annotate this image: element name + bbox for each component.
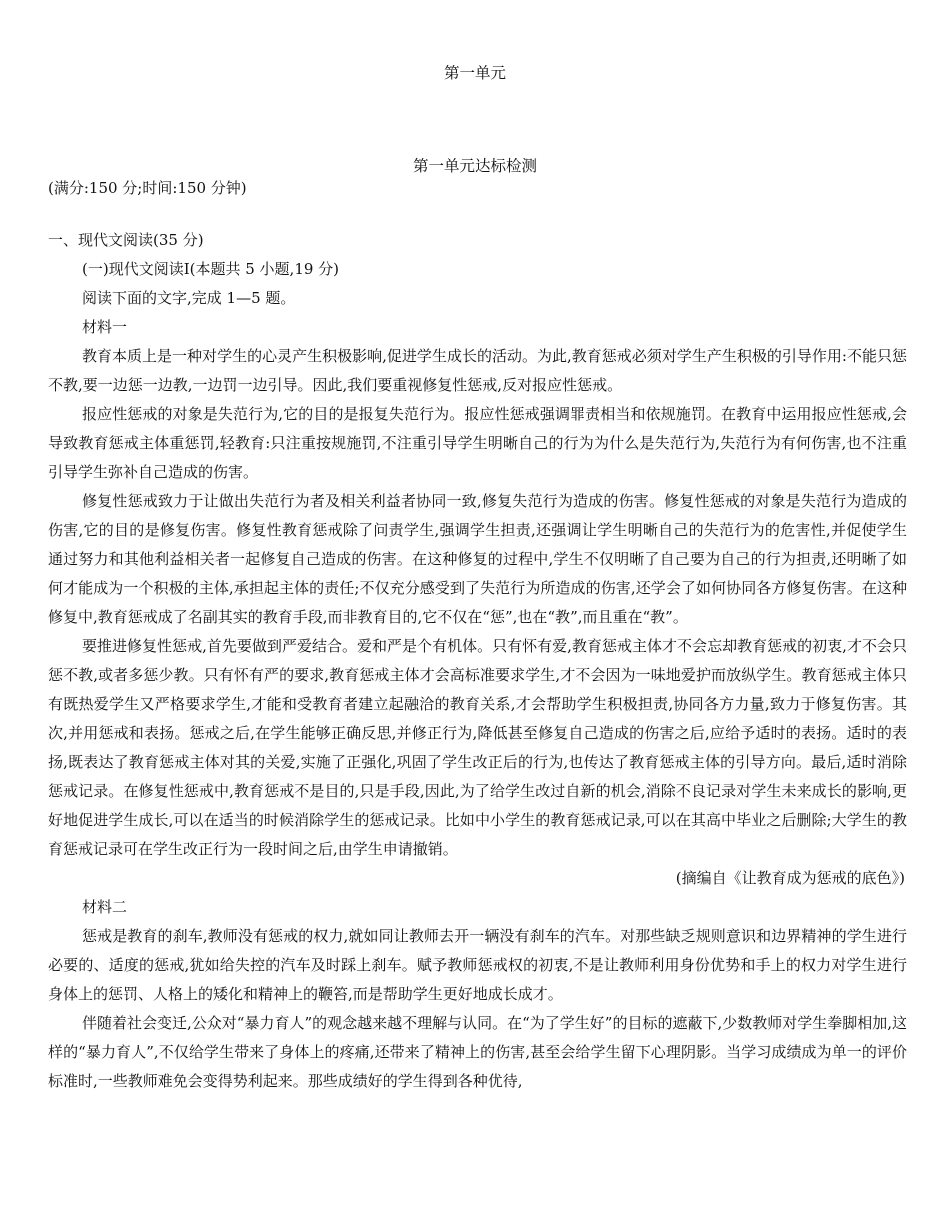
exam-content: [48, 226, 907, 1096]
material-1-paragraph: 报应性惩戒的对象是失范行为,它的目的是报复失范行为。报应性惩戒强调罪责相当和依规施罚。在教育中运用报应性惩戒,会导致教育惩戒主体重惩罚,轻教育:只注重按规施罚,不注重引导学生明晰自己的行为为什么是失范行为,失范行为有何伤害,也不注重引导学生弥补自己造成的伤害。: [48, 405, 907, 481]
material-2-label: 材料二: [82, 898, 128, 916]
material-1-paragraph: 修复性惩戒致力于让做出失范行为者及相关利益者协同一致,修复失范行为造成的伤害。修复性惩戒的对象是失范行为造成的伤害,它的目的是修复伤害。修复性教育惩戒除了问责学生,强调学生担责,还强调让学生明晰自己的失范行为的危害性,并促使学生通过努力和其他利益相关者一起修复自己造成的伤害。在这种修复的过程中,学生不仅明晰了自己要为自己的行为担责,还明晰了如何才能成为一个积极的主体,承担起主体的责任;不仅充分感受到了失范行为所造成的伤害,还学会了如何协同各方修复伤害。在这种修复中,教育惩戒成了名副其实的教育手段,而非教育目的,它不仅在“惩”,也在“教”,而且重在“教”。: [48, 492, 907, 626]
section-heading: 一、现代文阅读(35 分): [48, 231, 204, 249]
material-1-paragraph: 要推进修复性惩戒,首先要做到严爱结合。爱和严是个有机体。只有怀有爱,教育惩戒主体才不会忘却教育惩戒的初衷,才不会只惩不教,或者多惩少教。只有怀有严的要求,教育惩戒主体才会高标准要求学生,才不会因为一味地爱护而放纵学生。教育惩戒主体只有既热爱学生又严格要求学生,才能和受教育者建立起融洽的教育关系,才会帮助学生积极担责,协同各方力量,致力于修复伤害。其次,并用惩戒和表扬。惩戒之后,在学生能够正确反思,并修正行为,降低甚至修复自己造成的伤害之后,应给予适时的表扬。适时的表扬,既表达了教育惩戒主体对其的关爱,实施了正强化,巩固了学生改正后的行为,也传达了教育惩戒主体的引导方向。最后,适时消除惩戒记录。在修复性惩戒中,教育惩戒不是目的,只是手段,因此,为了给学生改过自新的机会,消除不良记录对学生未来成长的影响,更好地促进学生成长,可以在适当的时候消除学生的惩戒记录。比如中小学生的教育惩戒记录,可以在其高中毕业之后删除;大学生的教育惩戒记录可在学生改正行为一段时间之后,由学生申请撤销。: [48, 637, 908, 858]
unit-title: 第一单元: [443, 64, 506, 82]
material-2-paragraph: 伴随着社会变迁,公众对“暴力育人”的观念越来越不理解与认同。在“为了学生好”的目标的遮蔽下,少数教师对学生拳脚相加,这样的“暴力育人”,不仅给学生带来了身体上的疼痛,还带来了精神上的伤害,甚至会给学生留下心理阴影。当学习成绩成为单一的评价标准时,一些教师难免会变得势利起来。那些成绩好的学生得到各种优待,: [48, 1014, 907, 1090]
material-2-paragraph: 惩戒是教育的刹车,教师没有惩戒的权力,就如同让教师去开一辆没有刹车的汽车。对那些缺乏规则意识和边界精神的学生进行必要的、适度的惩戒,犹如给失控的汽车及时踩上刹车。赋予教师惩戒权的初衷,不是让教师利用身份优势和手上的权力对学生进行身体上的惩罚、人格上的矮化和精神上的鞭笞,而是帮助学生更好地成长成才。: [48, 927, 907, 1003]
material-1-source: (摘编自《让教育成为惩戒的底色》): [675, 869, 905, 887]
subsection-heading: (一)现代文阅读Ⅰ(本题共 5 小题,19 分): [82, 260, 340, 278]
material-1-paragraph: 教育本质上是一种对学生的心灵产生积极影响,促进学生成长的活动。为此,教育惩戒必须对学生产生积极的引导作用:不能只惩不教,要一边惩一边教,一边罚一边引导。因此,我们要重视修复性惩戒,反对报应性惩戒。: [48, 347, 907, 394]
material-1-label: 材料一: [82, 318, 128, 336]
exam-title: 第一单元达标检测: [412, 157, 537, 175]
exam-meta: (满分:150 分;时间:150 分钟): [48, 179, 247, 197]
reading-instruction: 阅读下面的文字,完成 1—5 题。: [82, 289, 296, 307]
